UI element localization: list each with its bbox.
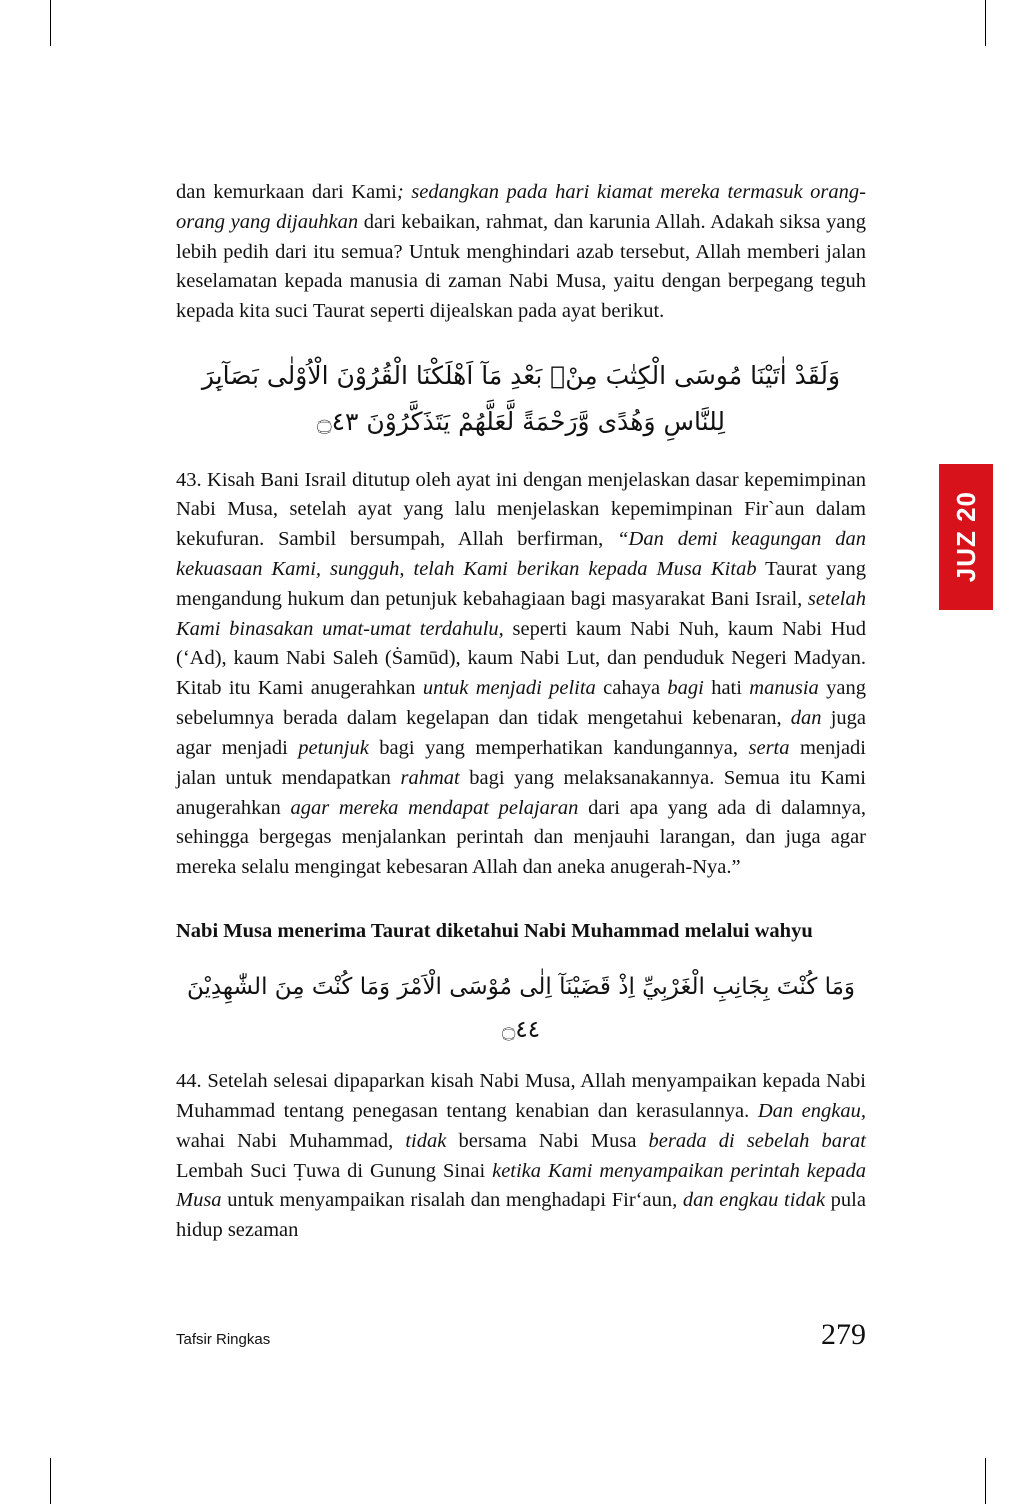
text-run-italic: bagi: [667, 677, 704, 700]
text-run-italic: manusia: [749, 677, 819, 700]
text-run-italic: serta: [748, 736, 790, 759]
text-run-italic: rahmat: [400, 766, 460, 789]
paragraph-continuation: [176, 178, 866, 327]
paragraph-tafsir-43: [176, 466, 866, 883]
text-run: bagi yang memperhatikan kandungannya,: [368, 736, 749, 759]
text-run-italic: ketika Kami menyampaikan perintah kepada Musa: [176, 1159, 866, 1212]
crop-mark-bottom-right: [985, 1458, 986, 1504]
paragraph-tafsir-44: [176, 1067, 866, 1246]
text-run: menjadi jalan untuk mendapatkan: [176, 736, 866, 789]
quran-verse-44: وَمَا كُنْتَ بِجَانِبِ الْغَرْبِيِّ اِذْ قَضَيْنَآ اِلٰى مُوْسَى الْاَمْرَ وَمَا كُنْتَ مِنَ الشّٰهِدِيْنَ ۝٤٤: [186, 974, 856, 1043]
quran-verse-43: وَلَقَدْ اٰتَيْنَا مُوسَى الْكِتٰبَ مِنْۢ بَعْدِ مَآ اَهْلَكْنَا الْقُرُوْنَ الْاُوْلٰى بَصَآىِٕرَ لِلنَّاسِ وَهُدًى وَّرَحْمَةً لَّعَلَّهُمْ يَتَذَكَّرُوْنَ ۝٤٣: [201, 361, 841, 437]
text-run: bagi yang melaksanakannya. Semua itu Kami anugerahkan: [176, 766, 866, 819]
crop-mark-top-left: [50, 0, 51, 46]
text-run-italic: , dan engkau tidak: [672, 1189, 826, 1212]
crop-mark-top-right: [985, 0, 986, 46]
text-run: hati: [703, 677, 750, 700]
text-run: bersama Nabi Musa: [446, 1129, 649, 1152]
text-run: dari apa yang ada di dalamnya, sehingga bergegas menjalankan perintah dan menjauhi larangan, dan juga agar mereka selalu mengingat kebesaran Allah dan aneka anugerah-Nya.”: [176, 796, 866, 879]
text-run-italic: setelah Kami binasakan umat-umat terdahulu,: [176, 587, 866, 640]
text-run: yang sebelumnya berada dalam kegelapan dan tidak mengetahui kebenaran,: [176, 677, 866, 730]
text-run-italic: Dan engkau,: [757, 1099, 866, 1122]
crop-mark-bottom-left: [50, 1458, 51, 1504]
text-run: untuk menyampaikan risalah dan menghadapi Fir‘aun: [221, 1189, 673, 1212]
footer-book-title: Tafsir Ringkas: [176, 1331, 271, 1348]
text-run-italic: dan: [790, 707, 822, 730]
text-run: dan kemurkaan dari Kami: [176, 181, 397, 203]
juz-tab: [939, 464, 993, 610]
juz-tab-label: JUZ 20: [950, 491, 981, 583]
text-run: Taurat yang mengandung hukum dan petunjuk kebahagiaan bagi masyarakat Bani Israil,: [176, 558, 867, 610]
page-number: 279: [821, 1318, 866, 1351]
text-run: cahaya: [595, 677, 668, 700]
text-run: juga agar menjadi: [176, 707, 866, 759]
text-run: 43. Kisah Bani Israil ditutup oleh ayat ini dengan menjelaskan dasar kepemimpinan Nabi Musa, setelah ayat yang lalu menjelaskan kepemimpinan Fir`aun dalam kekufuran. Sambil bersumpah, Allah berfirman,: [176, 468, 866, 551]
text-run: pula hidup sezaman: [176, 1189, 866, 1242]
text-run-italic: petunjuk: [298, 736, 369, 759]
text-run-italic: tidak: [405, 1129, 447, 1152]
text-run-italic: untuk menjadi pelita: [422, 677, 596, 700]
text-run: seperti kaum Nabi Nuh, kaum Nabi Hud (‘Ad), kaum Nabi Saleh (Ṡamūd), kaum Nabi Lut, dan penduduk Negeri Madyan. Kitab itu Kami anugerahkan: [176, 617, 866, 700]
text-run-italic: ; sedangkan pada hari kiamat mereka termasuk orang-orang yang dijauhkan: [176, 181, 866, 233]
text-run-italic: agar mereka mendapat pelajaran: [290, 796, 579, 819]
text-run-italic: berada di sebelah barat: [648, 1129, 866, 1152]
text-run: dari kebaikan, rahmat, dan karunia Allah. Adakah siksa yang lebih pedih dari itu semua? Untuk menghindari azab tersebut, Allah memberi jalan keselamatan kepada manusia di zaman Nabi Musa, yaitu dengan berpegang teguh kepada kita suci Taurat seperti dijealskan pada ayat berikut.: [176, 210, 866, 323]
text-run: wahai Nabi Muhammad,: [176, 1129, 406, 1152]
section-subheading: Nabi Musa menerima Taurat diketahui Nabi Muhammad melalui wahyu: [176, 919, 813, 942]
page-footer: [176, 1318, 866, 1352]
text-run: 44. Setelah selesai dipaparkan kisah Nabi Musa, Allah menyampaikan kepada Nabi Muhammad tentang penegasan tentang kenabian dan kerasulannya.: [176, 1070, 866, 1122]
text-run: Lembah Suci Ṭuwa di Gunung Sinai: [176, 1159, 493, 1182]
text-run-italic: “Dan demi keagungan dan kekuasaan Kami, sungguh, telah Kami berikan kepada Musa Kitab: [176, 528, 866, 580]
page-content: [176, 178, 866, 1246]
